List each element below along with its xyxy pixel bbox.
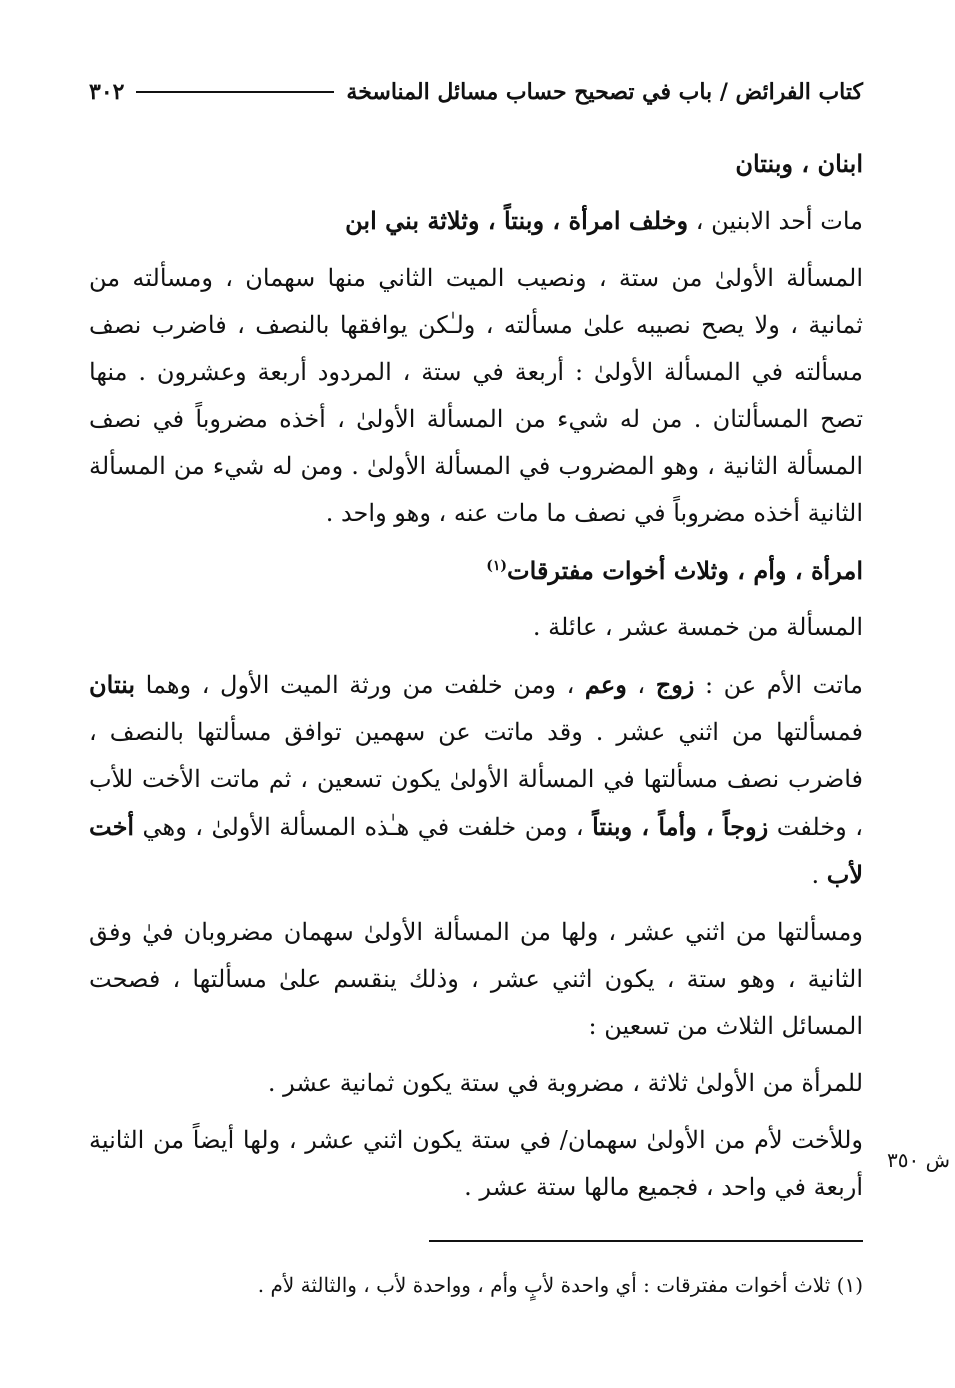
manuscript-margin-note: ش ٣٥٠ — [886, 1148, 950, 1172]
footnote-marker: (١) — [486, 558, 508, 574]
paragraph-7: ومسألتها من اثني عشر ، ولها من المسألة الأولىٰ سهمان مضروبان فيٰ وفق الثانية ، وهو ستة ، يكون اثني عشر ، وذلك ينقسم علىٰ مسألتها ، فصحت المسائل الثلاث من تسعين : — [89, 918, 863, 1040]
heading-heirs-1: ابنان ، وبنتان — [735, 149, 863, 178]
paragraph-9: وللأخت لأم من الأولىٰ سهمان/ في ستة يكون اثني عشر ، ولها أيضاً من الثانية أربعة في واحد ، فجميع مالها ستة عشر . — [89, 1126, 863, 1201]
footnote: (١) ثلاث أخوات مفترقات : أي واحدة لأبٍ وأم ، وواحدة لأب ، والثالثة لأم . — [257, 1273, 863, 1297]
p4-text: امرأة ، وأم ، وثلاث أخوات مفترقات — [507, 556, 863, 585]
paragraph-2 — [89, 197, 863, 245]
p6-g: فمسألتها من اثني عشر . وقد ماتت عن سهمين توافق مسألتها بالنصف ، فاضرب نصف مسألتها في المسألة الأولىٰ يكون تسعين ، ثم ماتت الأخت للأب ، وخلفت — [89, 718, 863, 841]
paragraph-3: المسألة الأولىٰ من ستة ، ونصيب الميت الثاني منها سهمان ، ومسألته من ثمانية ، ولا يصح نصيبه علىٰ مسألته ، ولـٰكن يوافقها بالنصف ، فاضرب نصف مسألته في المسألة الأولىٰ : أربعة في ستة ، المردود أربعة وعشرون . منها تصح المسألتان . من له شيء من المسألة الأولىٰ ، أخذه مضروباً في نصف المسألة الثانية ، وهو المضروب في المسألة الأولىٰ . ومن له شيء من المسألة الثانية أخذه مضروباً في نصف ما مات عنه ، وهو واحد . — [89, 264, 863, 527]
p6-b: زوج — [655, 670, 695, 699]
p6-f: بنتان — [89, 670, 136, 699]
p6-d: وعم — [584, 670, 627, 699]
main-text — [89, 140, 863, 1221]
p6-h: زوجاً ، وأماً ، وبنتاً — [592, 812, 769, 841]
page-number: ٣٠٢ — [89, 79, 125, 105]
heading-heirs-2 — [89, 547, 863, 594]
p2-text: مات أحد الابنين ، — [688, 207, 863, 235]
paragraph-8: للمرأة من الأولىٰ ثلاثة ، مضروبة في ستة يكون ثمانية عشر . — [267, 1069, 863, 1097]
footnote-rule — [429, 1240, 863, 1242]
p2-bold: وخلف امرأة ، وبنتاً ، وثلاثة بني ابن — [345, 206, 689, 235]
p6-k: . — [811, 861, 827, 889]
header-rule — [136, 91, 334, 93]
p6-i: ، ومن خلفت في هـٰذه المسألة الأولىٰ ، وهي — [134, 813, 593, 841]
running-title: كتاب الفرائض / باب في تصحيح حساب مسائل المناسخة — [346, 79, 863, 105]
p6-e: ، ومن خلفت من ورثة الميت الأول ، وهما — [135, 671, 585, 699]
p6-c: ، — [626, 671, 656, 699]
paragraph-5: المسألة من خمسة عشر ، عائلة . — [532, 613, 863, 641]
p6-j: أخت لأب — [89, 812, 863, 889]
paragraph-6 — [89, 661, 863, 899]
page-header — [89, 72, 863, 112]
p6-a: ماتت الأم عن : — [694, 671, 863, 699]
